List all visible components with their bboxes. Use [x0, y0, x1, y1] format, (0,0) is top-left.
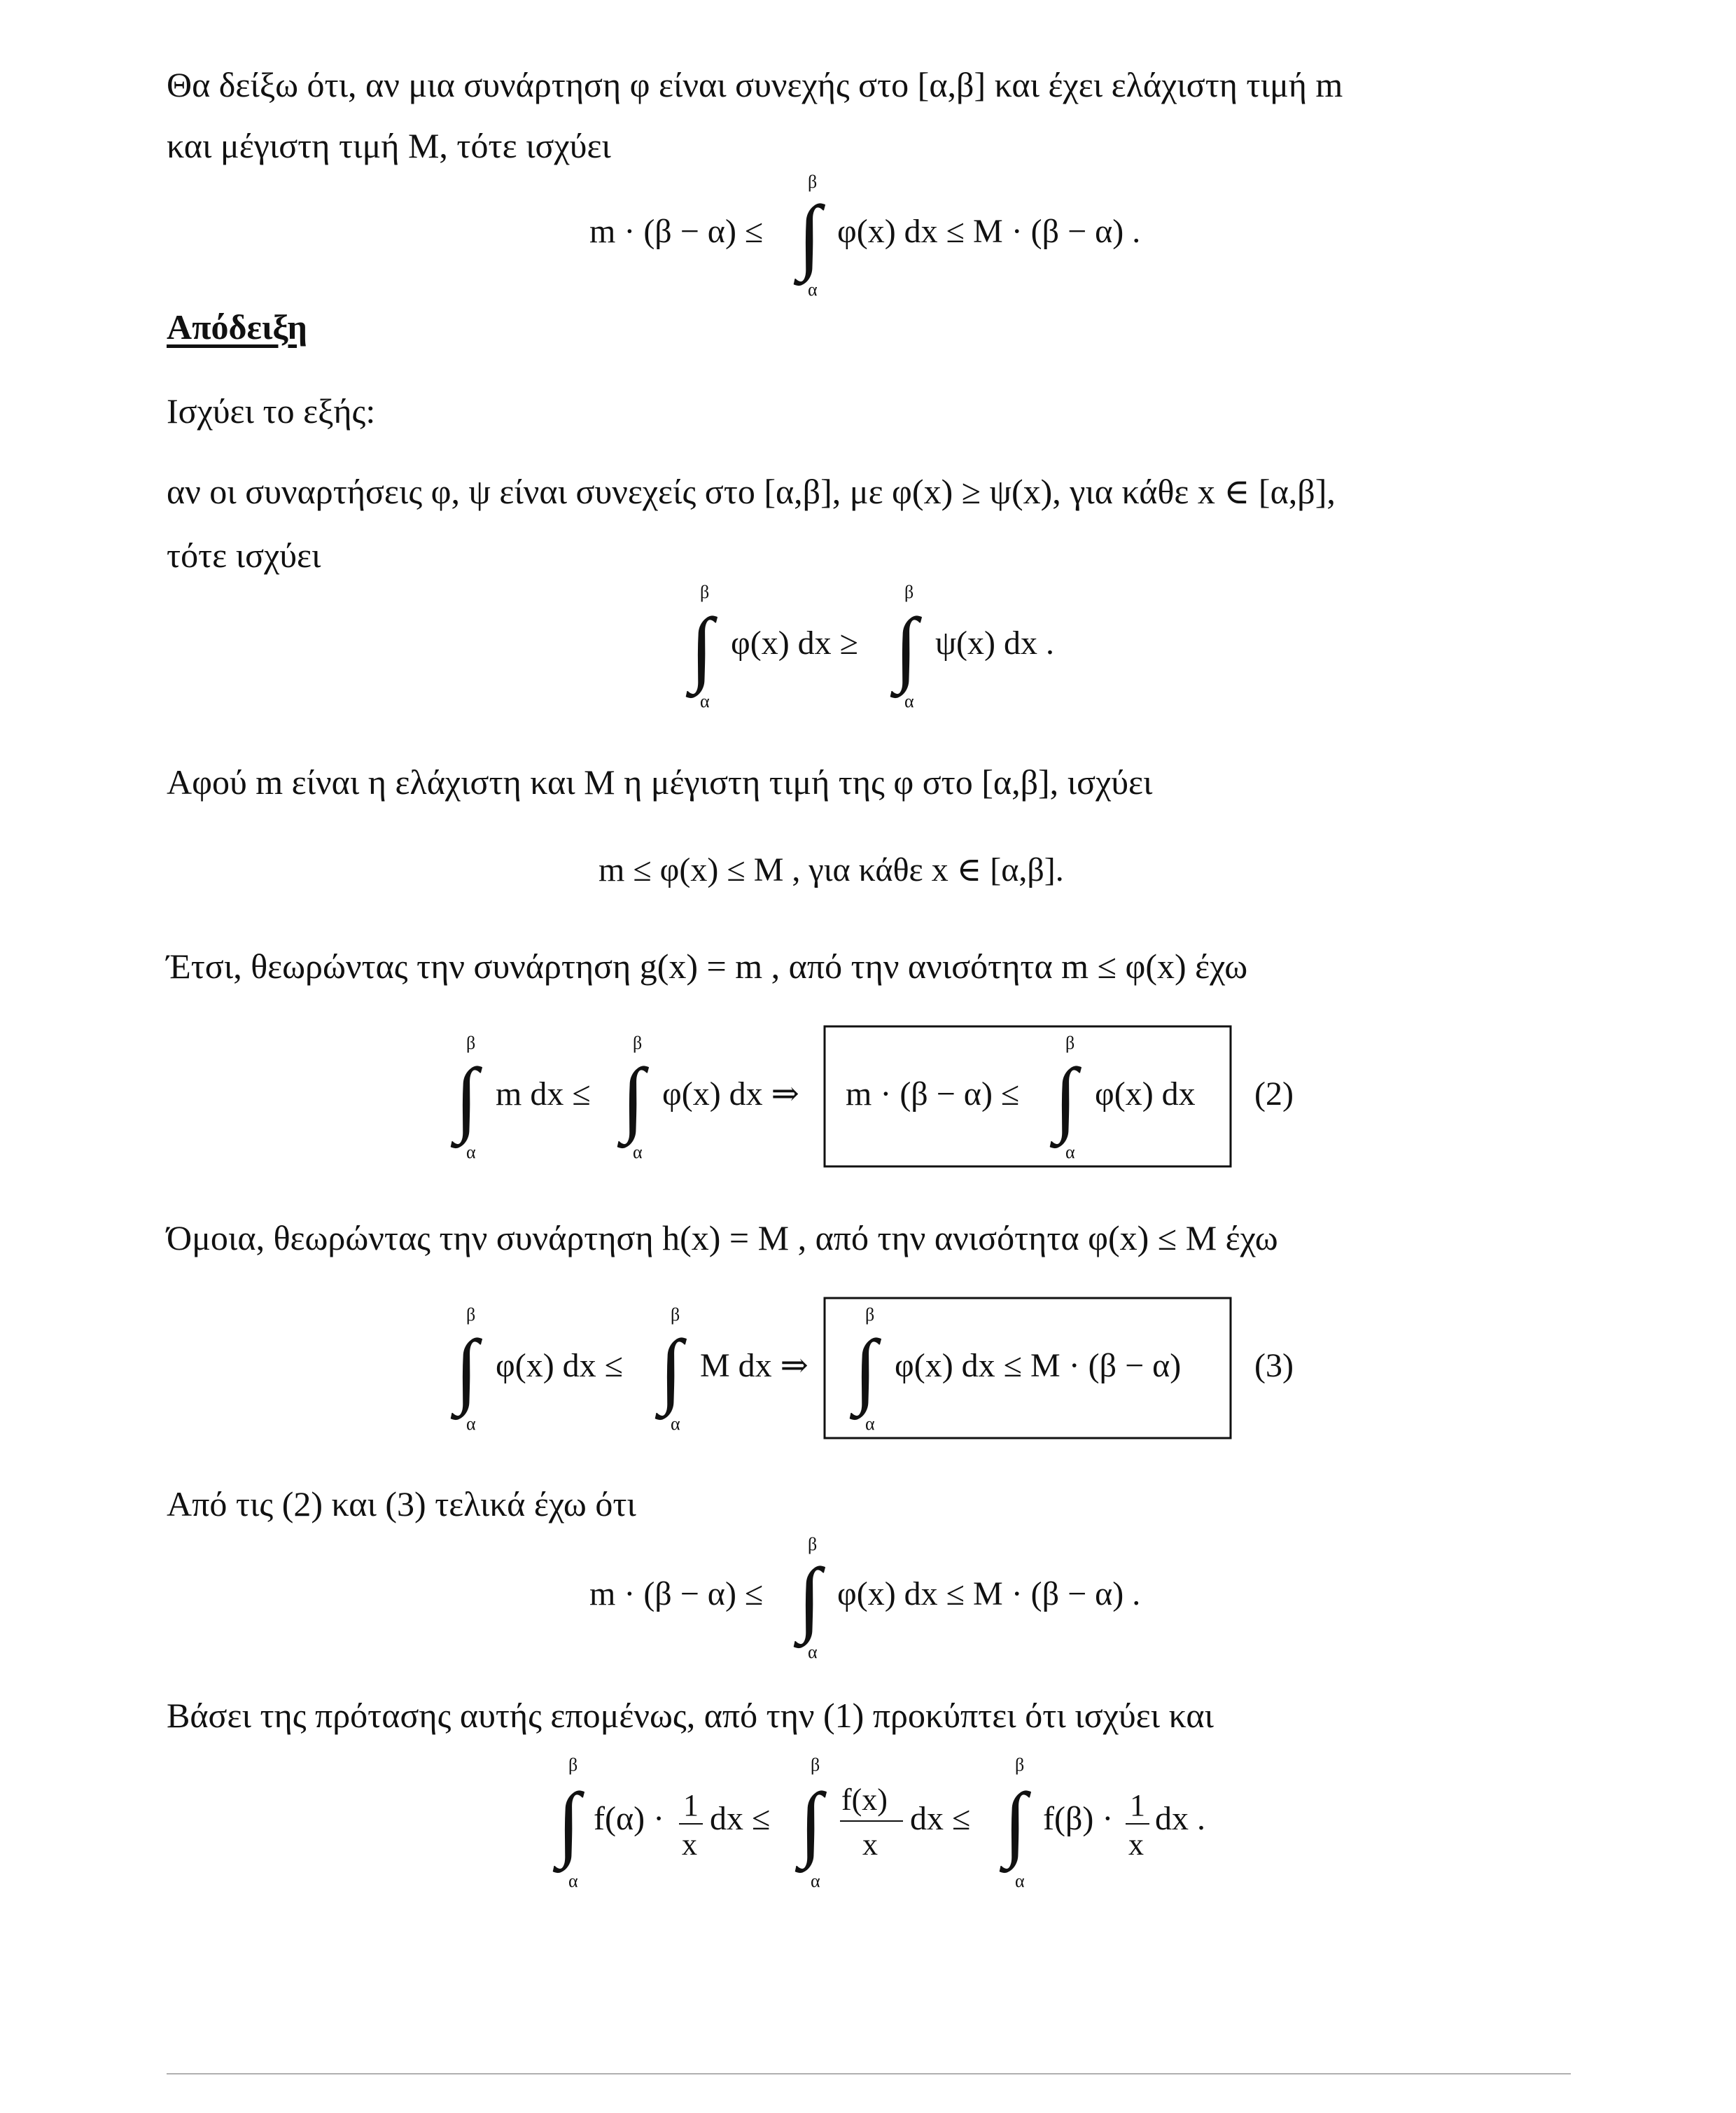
eq-two-c: m · (β − α) ≤ — [846, 1075, 1020, 1113]
based-line: Βάσει της πρότασης αυτής επομένως, από την (1) προκύπτει ότι ισχύει και — [167, 1696, 1214, 1735]
eq-final-left: m · (β − α) ≤ — [589, 1575, 764, 1612]
eq-two-upper-2: β — [633, 1033, 643, 1053]
integral-sign: ∫ — [895, 601, 918, 694]
eq-two-a: m dx ≤ — [496, 1075, 591, 1113]
eq-three-c: φ(x) dx ≤ M · (β − α) — [895, 1347, 1182, 1384]
eq-last-frac3-den: x — [1128, 1827, 1144, 1862]
eq-three-lower-3: α — [865, 1414, 875, 1434]
eq-last-frac2-den: x — [862, 1827, 878, 1862]
eq-three-upper-2: β — [671, 1304, 680, 1325]
eq-two-lower-2: α — [633, 1142, 643, 1162]
eq-last-lower-1: α — [568, 1871, 578, 1891]
eq-three-tag: (3) — [1254, 1347, 1294, 1384]
eq-last-frac3-num: 1 — [1130, 1788, 1145, 1822]
integral-sign: ∫ — [622, 1051, 645, 1144]
equation-two — [0, 1029, 1736, 1169]
equation-lemma — [0, 581, 1736, 721]
eq-final-upper: β — [808, 1534, 818, 1554]
eq-lemma-upper-2: β — [904, 582, 914, 602]
eq-last-t3: dx ≤ — [910, 1800, 971, 1837]
eq-two-upper-1: β — [466, 1033, 476, 1053]
thus-line: Έτσι, θεωρώντας την συνάρτηση g(x) = m , από την ανισότητα m ≤ φ(x) έχω — [167, 947, 1248, 986]
equation-final — [0, 1528, 1736, 1668]
eq-lemma-lower-2: α — [904, 691, 914, 711]
eq-lemma-mid: φ(x) dx ≥ — [731, 625, 859, 662]
eq-two-tag: (2) — [1254, 1075, 1294, 1113]
eq-two-upper-3: β — [1065, 1033, 1075, 1053]
intro-line-2: και μέγιστη τιμή Μ, τότε ισχύει — [167, 126, 611, 165]
holds-line: Ισχύει το εξής: — [167, 391, 376, 431]
integral-sign: ∫ — [799, 1776, 822, 1869]
integral-sign: ∫ — [854, 1323, 877, 1416]
equation-three — [0, 1301, 1736, 1441]
eq-last-upper-3: β — [1015, 1755, 1025, 1775]
equation-last — [0, 1754, 1736, 1894]
eq-three-a: φ(x) dx ≤ — [496, 1347, 624, 1384]
integral-sign: ∫ — [1004, 1776, 1027, 1869]
eq-final-lower: α — [808, 1642, 818, 1662]
eq-last-frac1-den: x — [682, 1827, 697, 1862]
integral-sign: ∫ — [1054, 1051, 1077, 1144]
eq-last-t2: dx ≤ — [710, 1800, 771, 1837]
eq-main-left: m · (β − α) ≤ — [589, 213, 764, 250]
eq-two-lower-1: α — [466, 1142, 476, 1162]
integral-sign: ∫ — [798, 1551, 821, 1644]
footer-divider — [167, 2073, 1571, 2074]
integral-sign: ∫ — [455, 1051, 478, 1144]
eq-last-lower-2: α — [811, 1871, 820, 1891]
integral-sign: ∫ — [455, 1323, 478, 1416]
equation-main — [0, 165, 1736, 305]
eq-last-lower-3: α — [1015, 1871, 1025, 1891]
eq-two-lower-3: α — [1065, 1142, 1075, 1162]
similarly-line: Όμοια, θεωρώντας την συνάρτηση h(x) = M , από την ανισότητα φ(x) ≤ M έχω — [167, 1218, 1278, 1257]
proof-heading: Απόδειξη — [167, 307, 307, 347]
eq-bounds-text: m ≤ φ(x) ≤ M , για κάθε x ∈ [α,β]. — [598, 851, 1064, 888]
eq-three-b: M dx ⇒ — [700, 1347, 808, 1384]
eq-three-upper-3: β — [865, 1304, 875, 1325]
integral-sign: ∫ — [659, 1323, 682, 1416]
eq-three-upper-1: β — [466, 1304, 476, 1325]
from-line: Από τις (2) και (3) τελικά έχω ότι — [167, 1484, 636, 1523]
integral-sign: ∫ — [557, 1776, 580, 1869]
intro-line-1: Θα δείξω ότι, αν μια συνάρτηση φ είναι συνεχής στο [α,β] και έχει ελάχιστη τιμή m — [167, 65, 1343, 104]
eq-last-t5: dx . — [1155, 1800, 1205, 1837]
eq-last-frac2-num: f(x) — [841, 1783, 888, 1817]
eq-last-upper-2: β — [811, 1755, 820, 1775]
since-line: Αφού m είναι η ελάχιστη και Μ η μέγιστη τιμή της φ στο [α,β], ισχύει — [167, 762, 1153, 802]
eq-two-b: φ(x) dx ⇒ — [662, 1075, 799, 1113]
eq-last-t4: f(β) · — [1043, 1800, 1114, 1837]
eq-lemma-lower-1: α — [700, 691, 710, 711]
integral-sign: ∫ — [798, 188, 821, 281]
eq-main-right: φ(x) dx ≤ M · (β − α) . — [837, 213, 1141, 250]
lemma-line-1: αν οι συναρτήσεις φ, ψ είναι συνεχείς στο [α,β], με φ(x) ≥ ψ(x), για κάθε x ∈ [α,β], — [167, 472, 1336, 511]
integral-sign: ∫ — [690, 601, 713, 694]
eq-three-lower-2: α — [671, 1414, 680, 1434]
eq-lemma-upper-1: β — [700, 582, 710, 602]
eq-main-upper: β — [808, 172, 818, 192]
eq-final-right: φ(x) dx ≤ M · (β − α) . — [837, 1575, 1141, 1612]
lemma-line-2: τότε ισχύει — [167, 536, 321, 575]
eq-last-t1: f(α) · — [594, 1800, 665, 1837]
eq-three-lower-1: α — [466, 1414, 476, 1434]
eq-lemma-right: ψ(x) dx . — [935, 625, 1055, 662]
eq-last-frac1-num: 1 — [683, 1788, 699, 1822]
eq-last-upper-1: β — [568, 1755, 578, 1775]
eq-two-d: φ(x) dx — [1095, 1075, 1196, 1113]
eq-main-lower: α — [808, 279, 818, 300]
